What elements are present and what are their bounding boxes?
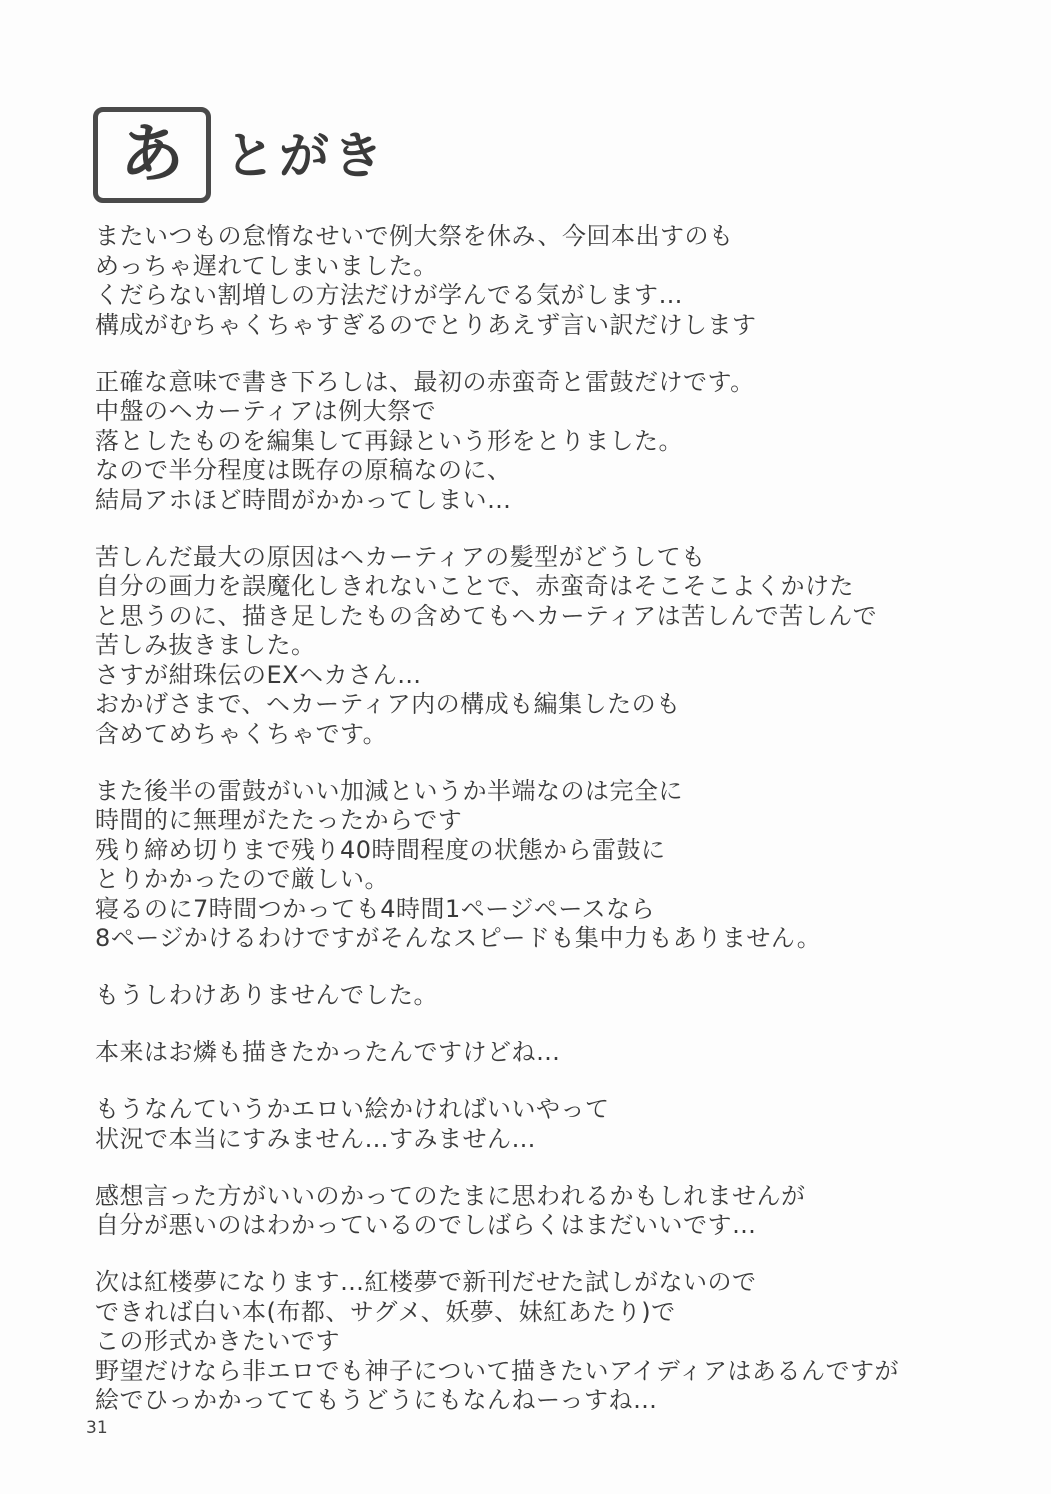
title-rest-text: とがき: [225, 127, 387, 185]
text-line: 8ページかけるわけですがそんなスピードも集中力もありません。: [95, 924, 822, 952]
text-line: 苦しみ抜きました。: [95, 631, 316, 659]
text-line: また後半の雷鼓がいい加減というか半端なのは完全に: [95, 776, 683, 805]
text-line: めっちゃ遅れてしまいました。: [95, 251, 438, 280]
page-number: 31: [86, 1418, 108, 1438]
paragraph-3: [95, 543, 995, 750]
text-line: 自分が悪いのはわかっているのでしばらくはまだいいです…: [95, 1211, 757, 1239]
text-line: くだらない割増しの方法だけが学んでる気がします…: [95, 281, 683, 309]
text-line: おかげさまで、ヘカーティア内の構成も編集したのも: [95, 690, 681, 718]
text-line: さすが紺珠伝のEXヘカさん…: [95, 660, 422, 689]
text-line: なので半分程度は既存の原稿なのに、: [95, 456, 512, 484]
text-line: 苦しんだ最大の原因はヘカーティアの髪型がどうしても: [95, 542, 706, 571]
text-line: 時間的に無理がたたったからです: [95, 806, 463, 834]
text-line: 正確な意味で書き下ろしは、最初の赤蛮奇と雷鼓だけです。: [95, 367, 755, 396]
text-line: 状況で本当にすみません…すみません…: [95, 1124, 536, 1153]
text-line: 次は紅楼夢になります…紅楼夢で新刊だせた試しがないので: [95, 1268, 757, 1296]
paragraph-9: [95, 1268, 995, 1416]
text-line: 感想言った方がいいのかってのたまに思われるかもしれませんが: [95, 1181, 806, 1210]
paragraph-6: [95, 1038, 995, 1068]
text-line: 構成がむちゃくちゃすぎるのでとりあえず言い訳だけします: [95, 310, 757, 339]
text-line: もうなんていうかエロい絵かければいいやって: [95, 1095, 610, 1123]
text-line: 含めてめちゃくちゃです。: [95, 719, 388, 748]
text-line: と思うのに、描き足したもの含めてもヘカーティアは苦しんで苦しんで: [95, 601, 878, 630]
afterword-title: [93, 98, 387, 203]
text-line: 絵でひっかかっててもうどうにもなんねーっすね…: [95, 1386, 658, 1414]
title-boxed-character: [93, 107, 211, 203]
paragraph-4: [95, 777, 995, 954]
text-line: できれば白い本(布都、サグメ、妖夢、妹紅あたり)で: [95, 1297, 676, 1326]
text-line: 結局アホほど時間がかかってしまい…: [95, 485, 512, 514]
text-line: 落としたものを編集して再録という形をとりました。: [95, 426, 683, 455]
paragraph-7: [95, 1095, 995, 1154]
text-line: 残り締め切りまで残り40時間程度の状態から雷鼓に: [95, 835, 666, 864]
text-line: 自分の画力を誤魔化しきれないことで、赤蛮奇はそこそこよくかけた: [95, 572, 855, 600]
paragraph-5: [95, 981, 995, 1011]
text-line: 本来はお燐も描きたかったんですけどね…: [95, 1038, 561, 1066]
paragraph-1: [95, 222, 995, 340]
paragraph-8: [95, 1182, 995, 1241]
text-line: 寝るのに7時間つかっても4時間1ページペースなら: [95, 894, 656, 923]
text-line: またいつもの怠惰なせいで例大祭を休み、今回本出すのも: [95, 222, 734, 250]
paragraph-2: [95, 368, 995, 516]
title-boxed-char-text: あ: [120, 118, 184, 192]
text-line: この形式かきたいです: [95, 1327, 340, 1355]
text-line: 中盤のヘカーティアは例大祭で: [95, 397, 437, 425]
text-line: もうしわけありませんでした。: [95, 981, 438, 1009]
afterword-body: [95, 222, 995, 1443]
text-line: 野望だけなら非エロでも神子について描きたいアイディアはあるんですが: [95, 1356, 899, 1385]
text-line: とりかかったので厳しい。: [95, 865, 389, 893]
